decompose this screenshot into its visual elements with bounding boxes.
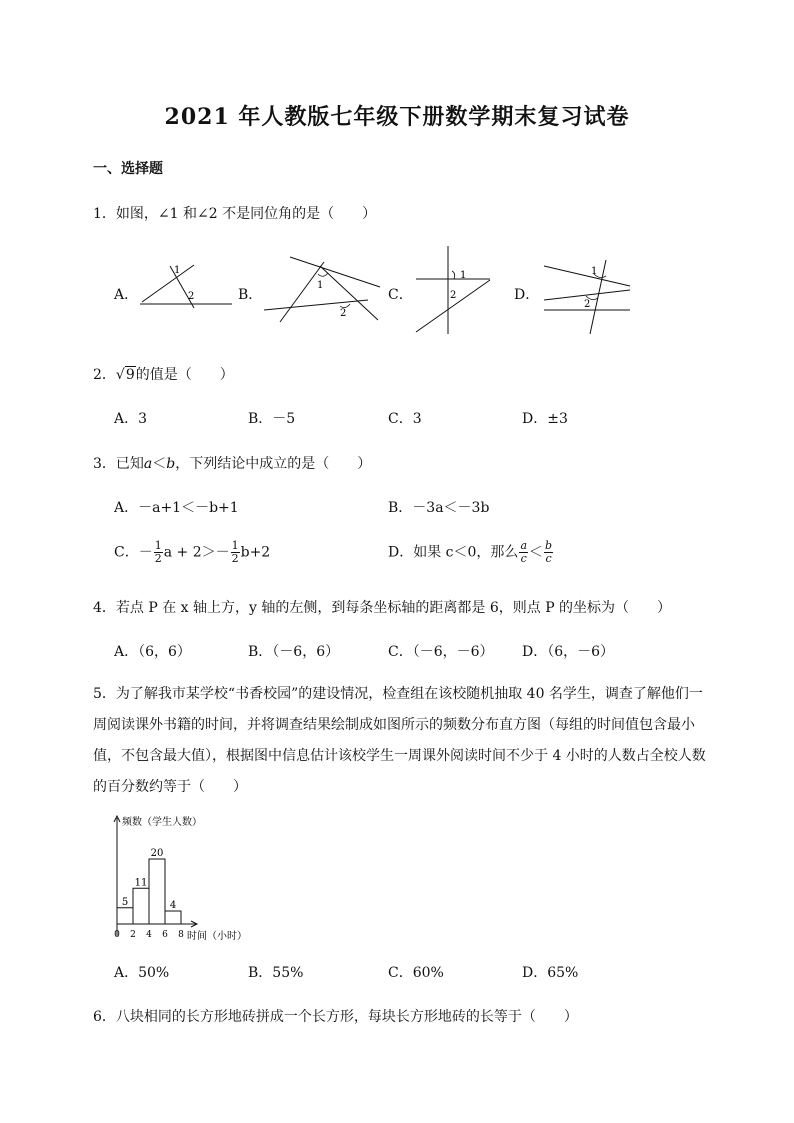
q4-option-d: D．（6，－6） <box>522 644 615 660</box>
q3-post: ，下列结论中成立的是（ ） <box>175 456 372 472</box>
q2-option-c: C．3 <box>388 411 422 427</box>
y-axis-label: 频数（学生人数） <box>122 817 202 828</box>
q3-option-c <box>114 540 270 565</box>
x-tick-labels <box>114 930 184 940</box>
q1a-angle-1-label: 1 <box>174 265 181 276</box>
q1a-angle-2-label: 2 <box>188 291 195 302</box>
section-heading: 一、选择题 <box>93 161 163 177</box>
bar-value-label: 20 <box>150 848 164 859</box>
q4-option-c: C．（－6，－6） <box>388 644 494 660</box>
q1b-angle-1-label: 1 <box>317 280 324 291</box>
q4-option-b: B．（－6，6） <box>248 644 340 660</box>
bar-value-label: 11 <box>134 877 148 889</box>
q3d-fraction-a: $\frac{a}{c}$ <box>520 539 527 565</box>
q3d-text: D．如果 c＜0，那么 <box>388 544 519 561</box>
q1-figure-d <box>540 256 635 336</box>
x-tick-label: 4 <box>146 930 152 940</box>
x-tick-label: 8 <box>178 930 184 940</box>
histogram-bar <box>165 911 181 924</box>
q5-option-c: C．60% <box>388 965 444 981</box>
q3c-end: b+2 <box>240 544 271 561</box>
histogram-bar <box>133 888 149 924</box>
q1-figure-b <box>260 252 385 327</box>
page-title: 2021 年人教版七年级下册数学期末复习试卷 <box>164 104 630 130</box>
histogram-chart <box>100 812 270 942</box>
q3d-fraction-b: $\frac{b}{c}$ <box>545 539 553 565</box>
q3c-mid: a + 2＞－ <box>163 544 230 561</box>
q3-var-b: b <box>166 456 176 472</box>
q5-option-d: D．65% <box>522 965 579 981</box>
x-axis-label: 时间（小时） <box>187 931 247 942</box>
q1-figure-c <box>412 244 497 336</box>
q5-option-b: B．55% <box>248 965 304 981</box>
q1-option-d-label: D． <box>514 287 540 303</box>
q1-option-c-label: C． <box>388 287 413 303</box>
question-1-stem: 1．如图，∠1 和∠2 不是同位角的是（ ） <box>93 206 377 222</box>
q3-option-d <box>388 540 554 565</box>
q2-option-d: D．±3 <box>522 411 568 427</box>
q3c-neg: － <box>138 544 153 561</box>
q2-option-b: B．－5 <box>248 411 296 427</box>
q2-option-a: A．3 <box>114 411 148 427</box>
q5-option-a: A．50% <box>114 965 170 981</box>
q1-option-a-label: A． <box>114 287 139 303</box>
q1-option-b-label: B． <box>238 287 263 303</box>
histogram-bars <box>117 848 181 924</box>
q1b-angle-2-label: 2 <box>340 308 347 319</box>
q2-radicand: 9 <box>125 367 135 383</box>
question-6-stem: 6．八块相同的长方形地砖拼成一个长方形，每块长方形地砖的长等于（ ） <box>93 1009 578 1025</box>
q3-var-a: a <box>143 456 153 472</box>
histogram-bar <box>149 859 165 924</box>
histogram-bar <box>117 908 133 924</box>
bar-value-label: 5 <box>121 896 129 908</box>
q3-lt: ＜ <box>152 456 167 472</box>
q1c-angle-2-label: 2 <box>450 290 457 301</box>
q3c-fraction-2: $\frac{1}{2}$ <box>231 539 239 565</box>
q3-option-b: B．－3a＜－3b <box>388 500 490 516</box>
q1d-angle-1-label: 1 <box>591 266 598 277</box>
q3-pre: 3．已知 <box>93 456 144 472</box>
q2-number: 2． <box>93 367 116 383</box>
question-2-stem <box>93 364 234 384</box>
q3c-label: C． <box>114 544 139 561</box>
q4-option-a: A．（6，6） <box>114 644 191 660</box>
x-tick-label: 2 <box>130 930 136 940</box>
bar-value-label: 4 <box>169 900 177 911</box>
x-tick-label: 6 <box>162 930 168 940</box>
q1c-angle-1-label: 1 <box>460 270 467 281</box>
q3d-lt: ＜ <box>529 544 543 561</box>
q1-figure-a <box>136 262 236 312</box>
x-tick-label: 0 <box>114 930 120 940</box>
question-3-stem <box>93 453 371 473</box>
sqrt-symbol: √ <box>115 367 125 383</box>
question-4-stem: 4．若点 P 在 x 轴上方，y 轴的左侧，到每条坐标轴的距离都是 6，则点 P 的坐标为（ ） <box>93 600 672 616</box>
question-5-stem: 5．为了解我市某学校“书香校园”的建设情况，检查组在该校随机抽取 40 名学生，调查了解他们一周阅读课外书籍的时间，并将调查结果绘制成如图所示的频数分布直方图（每组的时间值包含最小值，不包含最大值），根据图中信息估计该校学生一周课外阅读时间不少于 4 小时的人数占全校人数的百分数约等于（ ） <box>93 686 706 795</box>
q3-option-a: A．－a+1＜－b+1 <box>114 500 239 516</box>
q3c-fraction-1: $\frac{1}{2}$ <box>154 539 162 565</box>
q1d-angle-2-label: 2 <box>584 299 591 310</box>
q2-stem-tail: 的值是（ ） <box>135 367 234 383</box>
